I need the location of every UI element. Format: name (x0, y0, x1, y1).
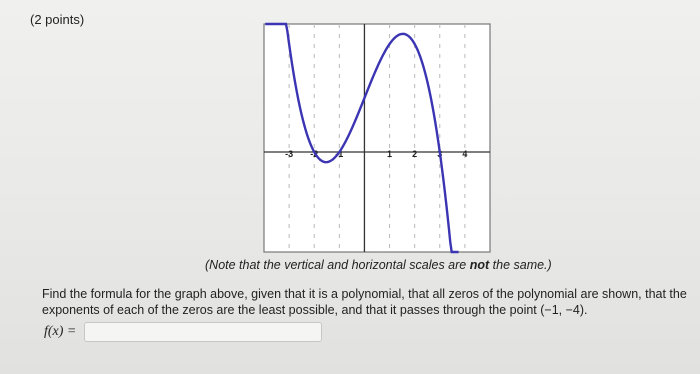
x-tick-label: 2 (412, 149, 418, 159)
note-text-after: the same.) (489, 258, 552, 272)
answer-input[interactable] (84, 322, 322, 342)
x-tick-label: -3 (285, 149, 294, 159)
answer-row (44, 322, 322, 342)
note-emphasis: not (469, 258, 490, 272)
note-text-before: (Note that the vertical and horizontal scales are (205, 258, 470, 272)
graph-svg (260, 22, 492, 254)
x-tick-label: -2 (310, 149, 319, 159)
scale-note (205, 258, 552, 272)
points-label: (2 points) (30, 12, 85, 27)
x-tick-label: 4 (462, 149, 468, 159)
x-tick-label: -1 (335, 149, 344, 159)
answer-label: f(x) = (44, 324, 77, 339)
question-text: Find the formula for the graph above, given that it is a polynomial, that all zeros of the polynomial are shown, that the exponents of each of the zeros are the least possible, and that it passes through the point (−1, −4). (42, 287, 687, 317)
x-tick-label: 1 (387, 149, 393, 159)
polynomial-graph (260, 22, 492, 254)
graph-frame (264, 24, 490, 252)
x-tick-label: 3 (437, 149, 443, 159)
